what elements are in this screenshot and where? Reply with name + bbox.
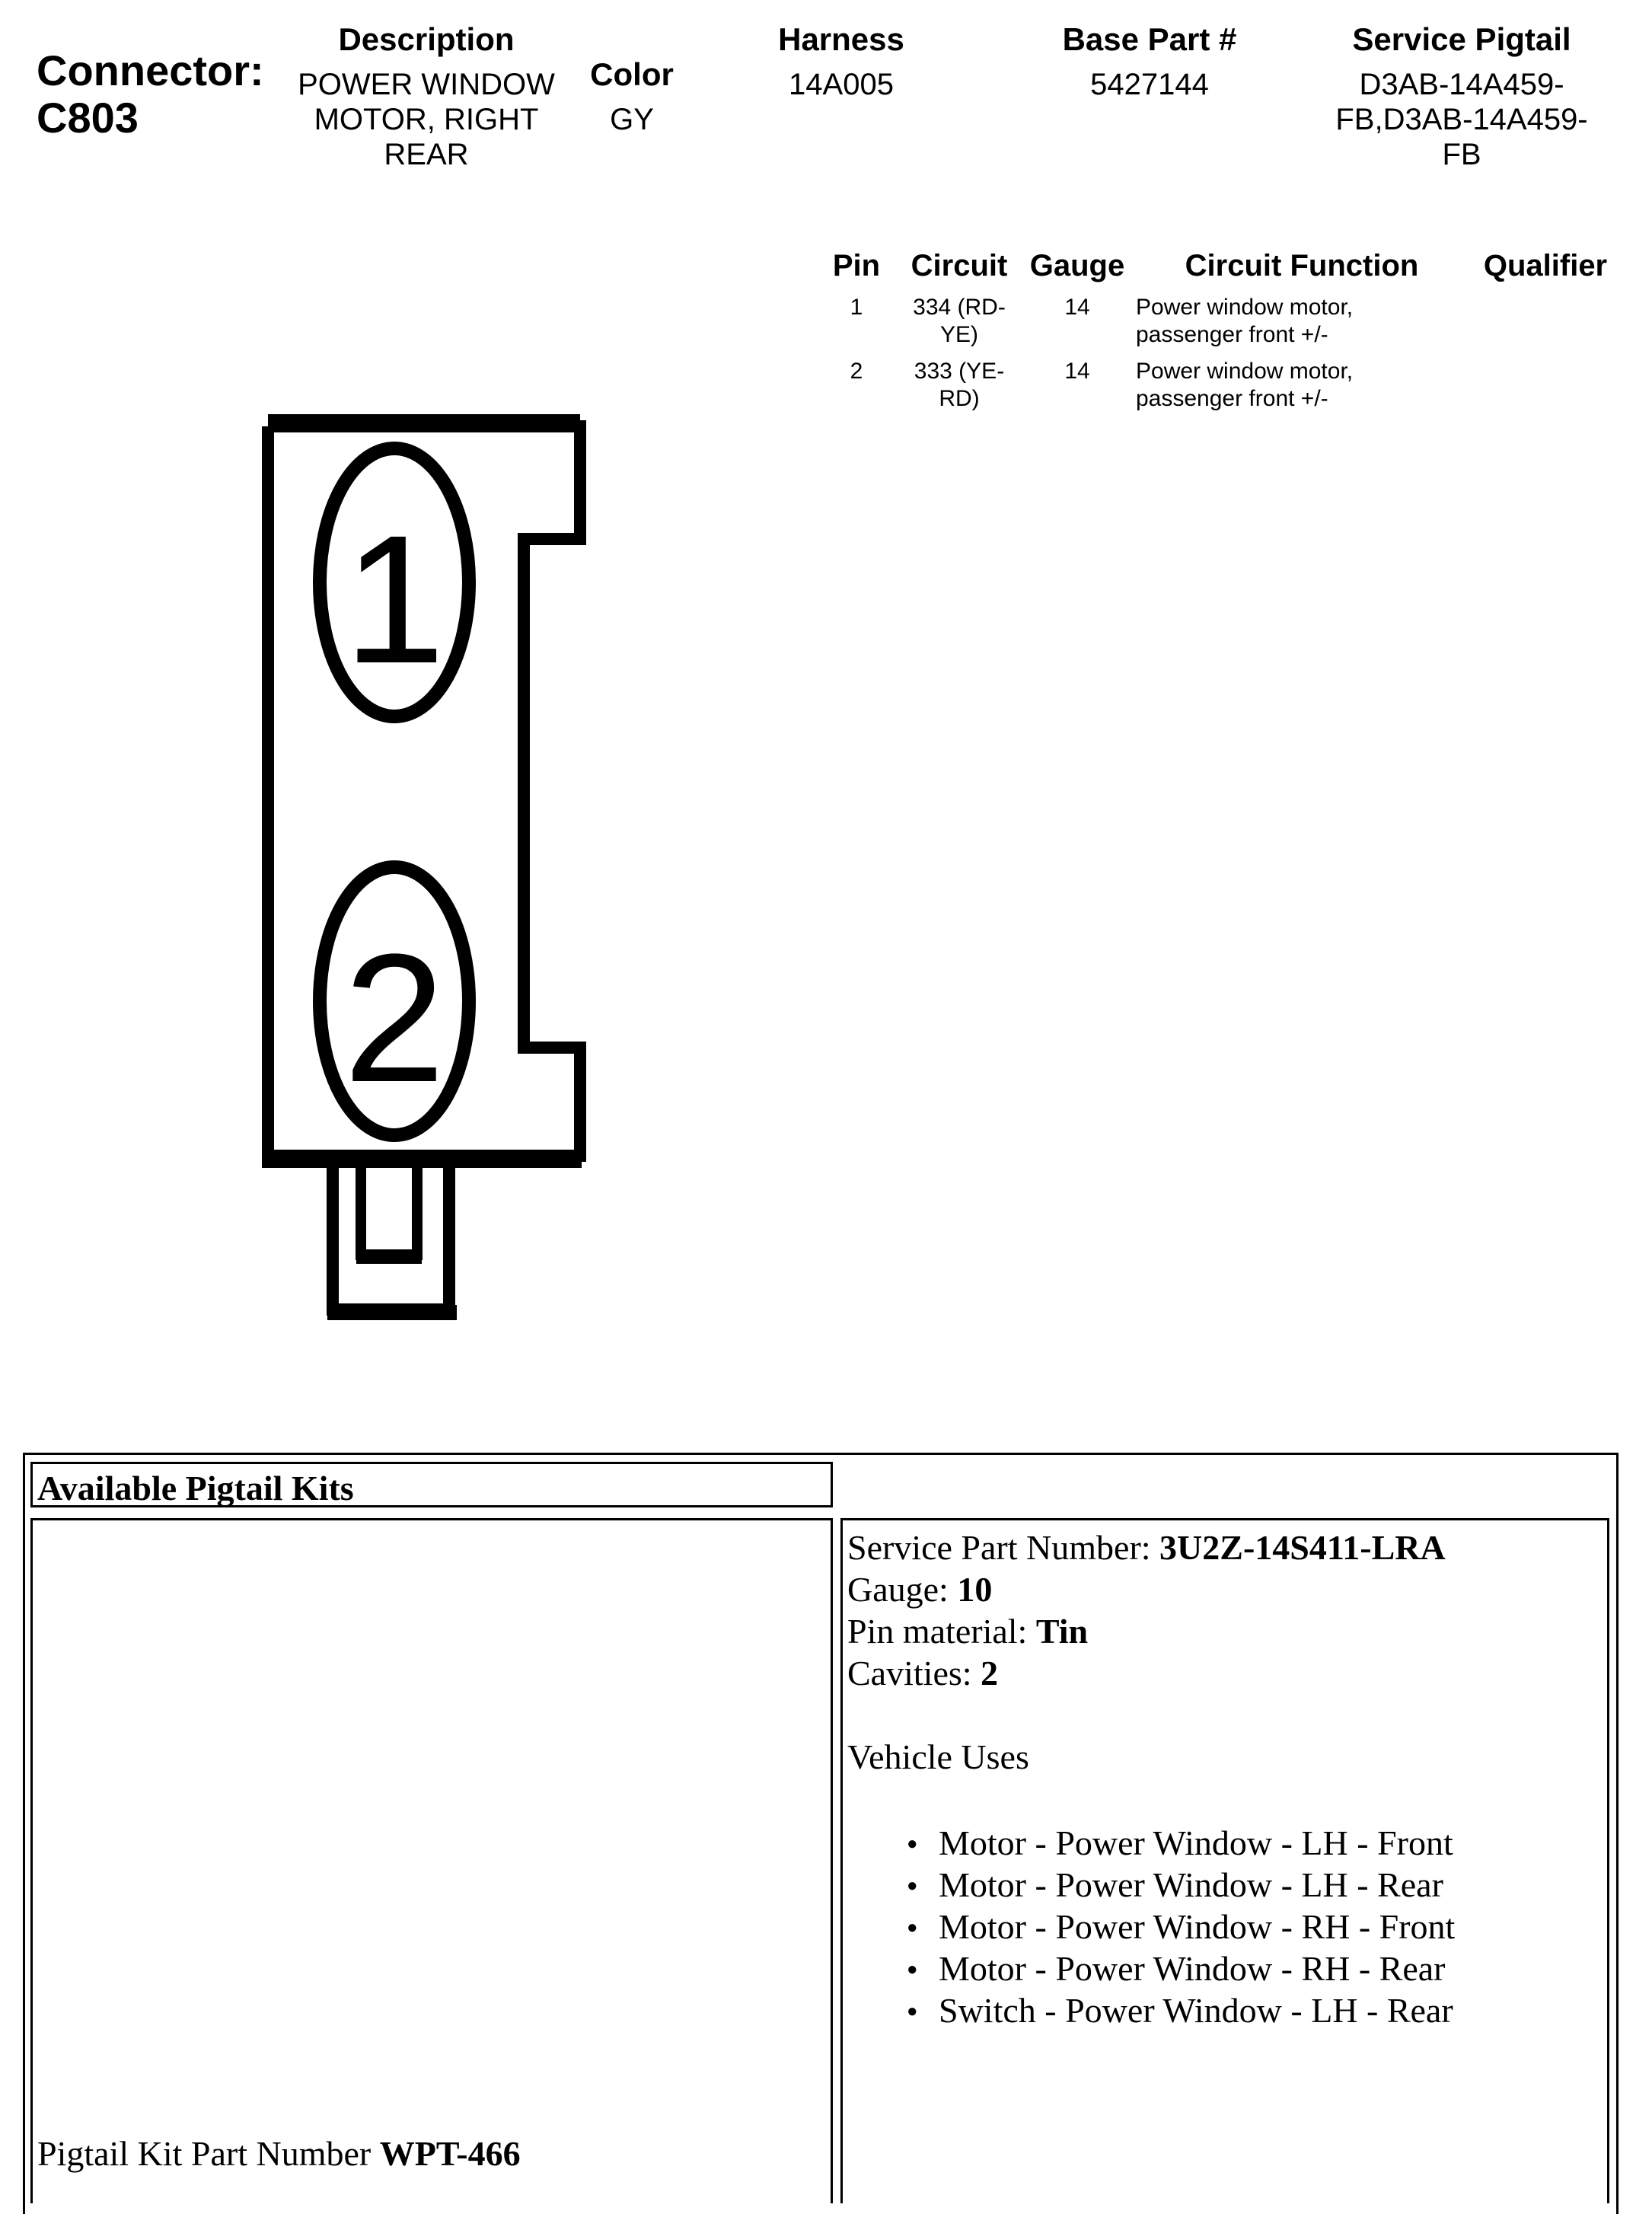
- list-item: ● Motor - Power Window - LH - Front: [847, 1822, 1603, 1864]
- kit-number-label: Pigtail Kit Part Number: [37, 2134, 380, 2173]
- service-part-value: 3U2Z-14S411-LRA: [1159, 1528, 1446, 1567]
- base-part-header: Base Part #: [1062, 21, 1237, 57]
- description-header: Description: [338, 21, 515, 57]
- pigtail-image-cell: [30, 1518, 833, 2203]
- gauge-line: [847, 1568, 1603, 1610]
- kit-number-value: WPT-466: [379, 2134, 521, 2173]
- service-part-line: [847, 1527, 1603, 1568]
- pin-material-value: Tin: [1035, 1612, 1089, 1651]
- circuit-col-header: Circuit: [911, 249, 1008, 282]
- pin-row-1-pin: 1: [850, 295, 863, 320]
- pigtail-kit-line: [37, 2133, 521, 2174]
- color-value: GY: [610, 103, 654, 136]
- qualifier-col-header: Qualifier: [1483, 249, 1608, 282]
- pigtail-title-cell: [30, 1462, 833, 1507]
- base-part-value: 5427144: [1090, 68, 1209, 101]
- pin-2-label: 2: [343, 916, 445, 1120]
- function-col-header: Circuit Function: [1185, 249, 1419, 282]
- description-value: POWER WINDOW MOTOR, RIGHT REAR: [298, 68, 555, 171]
- cavities-value: 2: [981, 1654, 999, 1692]
- harness-value: 14A005: [789, 68, 894, 101]
- vehicle-uses-list: [847, 1822, 1603, 2031]
- connector-diagram: [0, 0, 685, 1370]
- pin-row-1-gauge: 14: [1064, 295, 1090, 320]
- service-pigtail-value: D3AB-14A459- FB,D3AB-14A459- FB: [1335, 68, 1588, 171]
- pin-material-line: [847, 1610, 1603, 1652]
- pigtail-details-cell: [840, 1518, 1609, 2203]
- pin-col-header: Pin: [832, 249, 881, 282]
- harness-header: Harness: [778, 21, 904, 57]
- gauge-value: 10: [957, 1570, 993, 1609]
- cavities-label: Cavities:: [847, 1654, 981, 1692]
- cavities-line: [847, 1652, 1603, 1694]
- pin-row-2-gauge: 14: [1064, 359, 1090, 384]
- pin-row-1-circuit: 334 (RD- YE): [913, 295, 1006, 347]
- list-item: ● Switch - Power Window - LH - Rear: [847, 1989, 1603, 2031]
- list-item: ● Motor - Power Window - RH - Front: [847, 1906, 1603, 1948]
- gauge-label: Gauge:: [847, 1570, 958, 1609]
- connector-id: C803: [37, 94, 139, 142]
- pin-1-label: 1: [343, 497, 445, 701]
- list-item: ● Motor - Power Window - LH - Rear: [847, 1864, 1603, 1906]
- vehicle-uses-label: Vehicle Uses: [847, 1737, 1029, 1776]
- gauge-col-header: Gauge: [1029, 249, 1125, 282]
- list-item: ● Motor - Power Window - RH - Rear: [847, 1948, 1603, 1989]
- service-part-label: Service Part Number:: [847, 1528, 1160, 1567]
- pin-row-2-function: Power window motor, passenger front +/-: [1136, 359, 1354, 411]
- pin-material-label: Pin material:: [847, 1612, 1036, 1651]
- pigtail-title: Available Pigtail Kits: [37, 1469, 354, 1507]
- color-header: Color: [590, 56, 674, 92]
- pin-row-2-circuit: 333 (YE- RD): [914, 359, 1005, 411]
- connector-label-text: Connector:: [37, 46, 264, 94]
- pin-row-1-function: Power window motor, passenger front +/-: [1136, 295, 1354, 347]
- pin-row-2-pin: 2: [850, 359, 863, 384]
- service-pigtail-header: Service Pigtail: [1352, 21, 1571, 57]
